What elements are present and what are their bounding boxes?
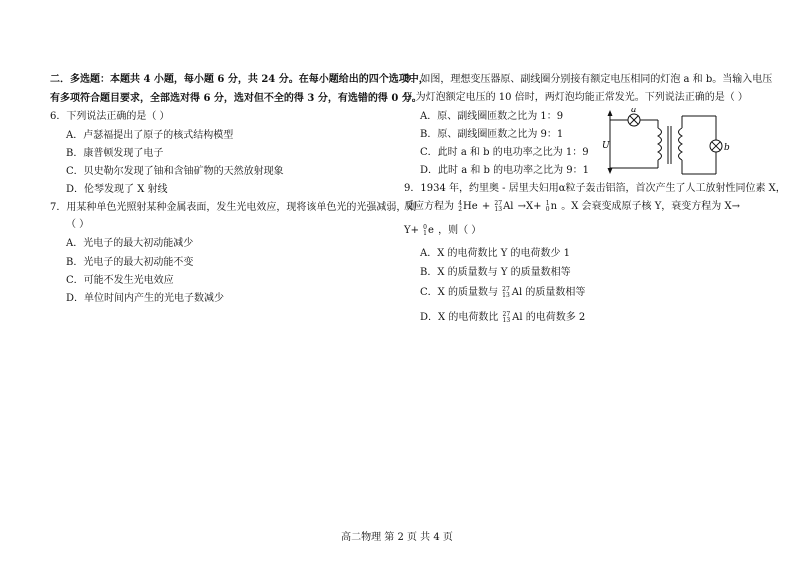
q7-option-a: A．光电子的最大初动能减少 — [66, 238, 194, 249]
q6-option-a: A．卢瑟福提出了原子的核式结构模型 — [66, 130, 234, 141]
he-charge: 2 — [458, 205, 463, 213]
transformer-circuit-figure — [602, 108, 732, 178]
q6-option-c: C．贝史勒尔发现了铀和含铀矿物的天然放射现象 — [66, 166, 284, 177]
q6-option-d: D．伦琴发现了 X 射线 — [66, 184, 168, 195]
e-mass: 0 — [423, 223, 427, 231]
q9-reaction-prefix: 反应方程为 — [404, 201, 454, 212]
he-symbol: He — [463, 201, 478, 212]
q9-reaction-suffix: 。X 会衰变成原子核 Y，衰变方程为 X→ — [561, 201, 740, 212]
al-mass-d: 27 — [502, 310, 511, 318]
q8-option-a: A．原、副线圈匝数之比为 1：9 — [420, 111, 564, 122]
q8-stem-line2: U 为灯泡额定电压的 10 倍时，两灯泡均能正常发光。下列说法正确的是（ ） — [404, 92, 748, 103]
aluminum-nuclide — [494, 200, 513, 213]
q9-option-c — [420, 286, 585, 299]
page-footer: 高二物理 第 2 页 共 4 页 — [341, 532, 453, 543]
q9-plus: + — [481, 201, 491, 212]
q9-stem-line1: 9．1934 年，约里奥 - 居里夫妇用α粒子轰击铝箔，首次产生了人工放射性同位素 X， — [404, 183, 786, 194]
q9-option-d — [420, 311, 585, 324]
aluminum-nuclide-d — [503, 312, 512, 324]
neutron-nuclide — [546, 200, 557, 213]
e-symbol: e — [428, 225, 434, 236]
al-charge-c: 13 — [502, 291, 510, 299]
n-symbol: n — [550, 201, 558, 212]
q7-option-d: D．单位时间内产生的光电子数减少 — [66, 293, 225, 304]
aluminum-nuclide-c — [502, 287, 511, 299]
q8-option-c: C．此时 a 和 b 的电功率之比为 1：9 — [420, 147, 589, 158]
q9-decay-line — [404, 224, 481, 237]
n-charge: 0 — [545, 205, 550, 213]
primary-coil — [658, 128, 662, 160]
q8-option-d: D．此时 a 和 b 的电功率之比为 9：1 — [420, 165, 589, 176]
q6-option-b: B．康普顿发现了电子 — [66, 148, 164, 159]
e-charge: 1 — [423, 229, 427, 237]
q9-arrow-x: →X+ — [517, 201, 542, 212]
q6-stem: 6．下列说法正确的是（ ） — [50, 111, 170, 122]
q7-option-b: B．光电子的最大初动能不变 — [66, 257, 194, 268]
label-b: b — [724, 143, 730, 153]
al-symbol: Al — [503, 201, 514, 212]
al-charge-d: 13 — [502, 316, 511, 324]
section-header-line2: 有多项符合题目要求，全部选对得 6 分，选对但不全的得 3 分，有选错的得 0 分。 — [50, 93, 422, 104]
q9-line3-prefix: Y+ — [404, 225, 419, 236]
q7-stem-line1: 7．用某种单色光照射某种金属表面，发生光电效应，现将该单色光的光强减弱，则 — [50, 202, 417, 213]
q9-option-d-suffix: Al 的电荷数多 2 — [512, 312, 586, 323]
secondary-coil — [679, 128, 683, 160]
n-mass: 1 — [545, 199, 550, 207]
al-charge: 13 — [494, 205, 503, 213]
label-u: U — [602, 141, 610, 151]
q8-option-b: B．原、副线圈匝数之比为 9：1 — [420, 129, 564, 140]
positron-nuclide — [423, 224, 434, 237]
helium-nuclide — [458, 200, 477, 213]
q9-option-d-prefix: D．X 的电荷数比 — [420, 312, 499, 323]
section-header-line1: 二．多选题：本题共 4 小题，每小题 6 分，共 24 分。在每小题给出的四个选项中， — [50, 74, 429, 85]
q9-reaction-line — [404, 200, 740, 213]
label-a: a — [631, 108, 637, 115]
q9-option-a: A．X 的电荷数比 Y 的电荷数少 1 — [420, 248, 571, 259]
al-mass: 27 — [494, 199, 503, 207]
q9-option-b: B．X 的质量数与 Y 的质量数相等 — [420, 267, 571, 278]
q7-option-c: C．可能不发生光电效应 — [66, 275, 174, 286]
q9-option-c-suffix: Al 的质量数相等 — [511, 287, 586, 298]
q8-stem-line1: 8．如图，理想变压器原、副线圈分别接有额定电压相同的灯泡 a 和 b。当输入电压 — [404, 74, 773, 85]
q7-stem-line2: （ ） — [66, 219, 90, 230]
al-mass-c: 27 — [502, 285, 510, 293]
q9-option-c-prefix: C．X 的质量数与 — [420, 287, 498, 298]
q9-line3-suffix: ，则（ ） — [438, 225, 482, 236]
he-mass: 4 — [458, 199, 463, 207]
